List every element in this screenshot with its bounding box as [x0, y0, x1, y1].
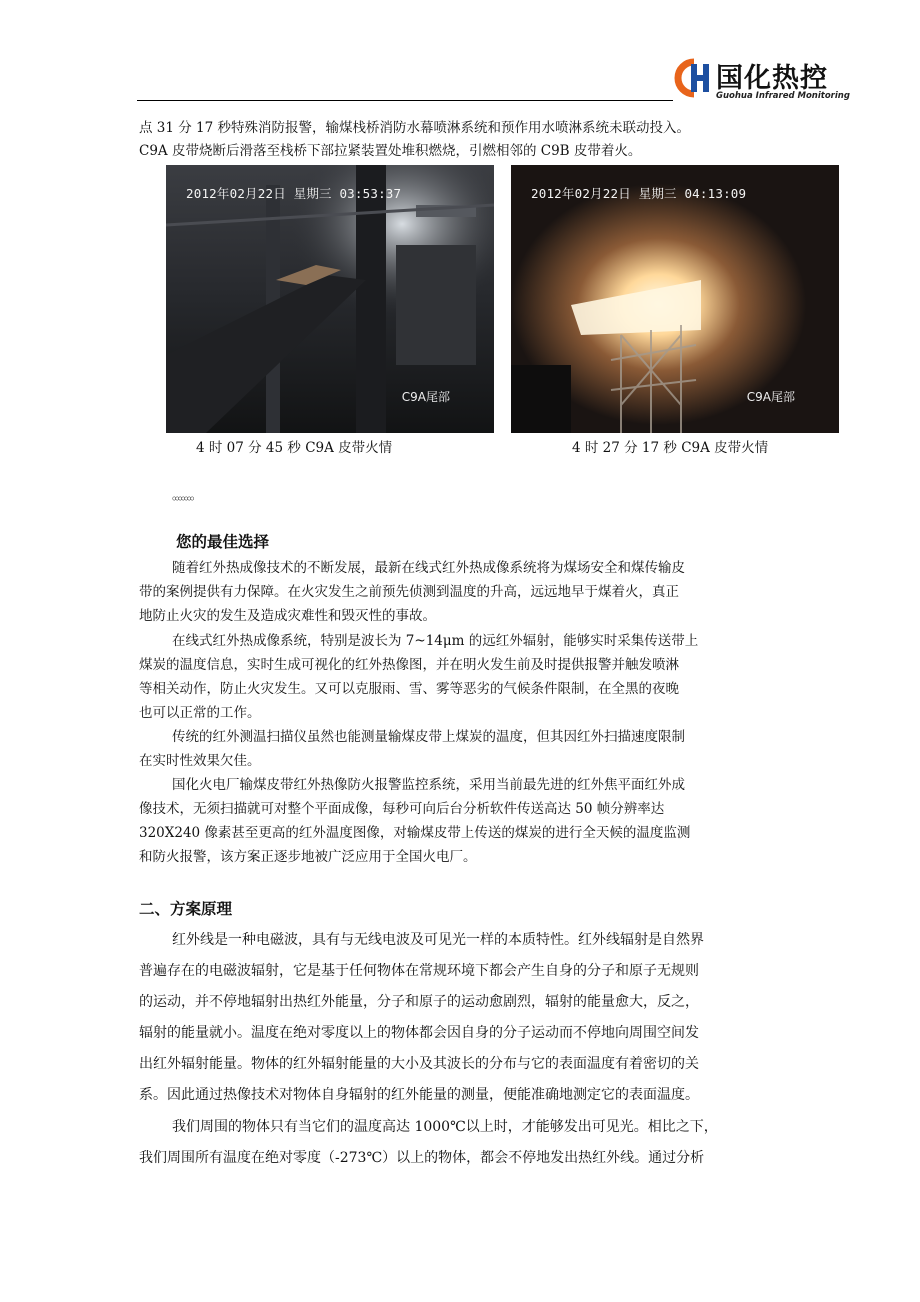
paragraph-line: 在实时性效果欠佳。: [139, 753, 261, 769]
paragraph-line: 传统的红外测温扫描仪虽然也能测量输煤皮带上煤炭的温度，但其因红外扫描速度限制: [172, 729, 685, 745]
section-heading: 您的最佳选择: [176, 533, 270, 551]
company-logo: [674, 56, 850, 106]
guohua-logo-icon: [674, 58, 714, 98]
header-divider: [137, 100, 673, 101]
intro-line: C9A 皮带烧断后滑落至栈桥下部拉紧装置处堆积燃烧，引燃相邻的 C9B 皮带着火。: [139, 143, 642, 159]
photo-timestamp: 2012年02月22日 星期三 04:13:09: [531, 186, 747, 201]
paragraph-line: 系。因此通过热像技术对物体自身辐射的红外能量的测量，便能准确地测定它的表面温度。: [139, 1087, 699, 1103]
logo-chinese-name: 国化热控: [716, 63, 828, 94]
paragraph-line: 普遍存在的电磁波辐射，它是基于任何物体在常规环境下都会产生自身的分子和原子无规则: [139, 963, 699, 979]
fire-photo-1: [166, 165, 494, 433]
ellipsis: 。。。。。。。: [172, 488, 200, 502]
logo-english-name: Guohua Infrared Monitoring: [716, 91, 850, 101]
paragraph-line: 的运动，并不停地辐射出热红外能量，分子和原子的运动愈剧烈，辐射的能量愈大，反之，: [139, 994, 699, 1010]
paragraph-line: 红外线是一种电磁波，具有与无线电波及可见光一样的本质特性。红外线辐射是自然界: [172, 932, 704, 948]
paragraph-line: 在线式红外热成像系统，特别是波长为 7~14μm 的远红外辐射，能够实时采集传送带上: [172, 633, 699, 649]
paragraph-line: 我们周围的物体只有当它们的温度高达 1000℃以上时，才能够发出可见光。相比之下，: [172, 1119, 718, 1135]
intro-line: 点 31 分 17 秒特殊消防报警，输煤栈桥消防水幕喷淋系统和预作用水喷淋系统未联动投入。: [139, 120, 691, 136]
paragraph-line: 和防火报警，该方案正逐步地被广泛应用于全国火电厂。: [139, 849, 477, 865]
paragraph-line: 地防止火灾的发生及造成灾难性和毁灭性的事故。: [139, 608, 436, 624]
paragraph-line: 随着红外热成像技术的不断发展，最新在线式红外热成像系统将为煤场安全和煤传输皮: [172, 560, 685, 576]
camera-label: C9A尾部: [401, 390, 450, 404]
paragraph-line: 320X240 像素甚至更高的红外温度图像，对输煤皮带上传送的煤炭的进行全天候的温度监测: [139, 825, 691, 841]
paragraph-line: 等相关动作，防止火灾发生。又可以克服雨、雪、雾等恶劣的气候条件限制，在全黑的夜晚: [139, 681, 679, 697]
fire-photo-2: [511, 165, 839, 433]
paragraph-line: 像技术，无须扫描就可对整个平面成像，每秒可向后台分析软件传送高达 50 帧分辨率达: [139, 801, 665, 817]
paragraph-line: 出红外辐射能量。物体的红外辐射能量的大小及其波长的分布与它的表面温度有着密切的关: [139, 1056, 699, 1072]
section-heading: 二、方案原理: [139, 900, 233, 918]
paragraph-line: 带的案例提供有力保障。在火灾发生之前预先侦测到温度的升高，远远地早于煤着火，真正: [139, 584, 679, 600]
paragraph-line: 煤炭的温度信息，实时生成可视化的红外热像图，并在明火发生前及时提供报警并触发喷淋: [139, 657, 679, 673]
paragraph-line: 我们周围所有温度在绝对零度（-273℃）以上的物体，都会不停地发出热红外线。通过分析: [139, 1150, 705, 1166]
camera-label: C9A尾部: [746, 390, 795, 404]
photo-caption: 4 时 07 分 45 秒 C9A 皮带火情: [196, 440, 393, 456]
paragraph-line: 也可以正常的工作。: [139, 705, 261, 721]
paragraph-line: 国化火电厂输煤皮带红外热像防火报警监控系统，采用当前最先进的红外焦平面红外成: [172, 777, 685, 793]
photo-timestamp: 2012年02月22日 星期三 03:53:37: [186, 186, 402, 201]
paragraph-line: 辐射的能量就小。温度在绝对零度以上的物体都会因自身的分子运动而不停地向周围空间发: [139, 1025, 699, 1041]
photo-caption: 4 时 27 分 17 秒 C9A 皮带火情: [572, 440, 769, 456]
